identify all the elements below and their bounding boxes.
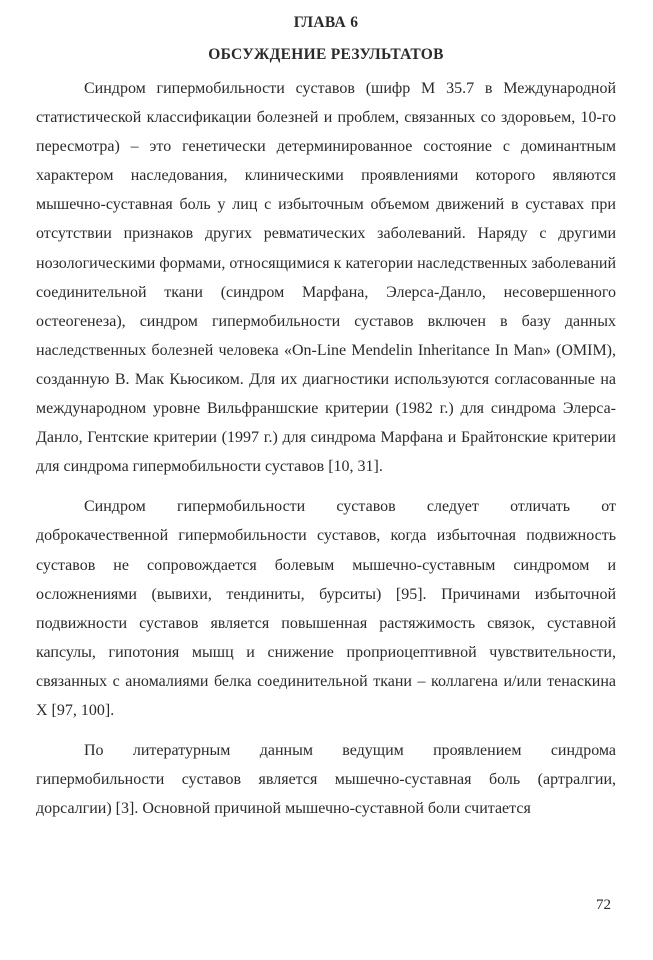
page-number: 72 — [596, 897, 611, 913]
chapter-title: ОБСУЖДЕНИЕ РЕЗУЛЬТАТОВ — [208, 46, 444, 63]
paragraph-2: Синдром гипермобильности суставов следует отличать от доброкачественной гипермобильности суставов, когда избыточная подвижность суставов не сопровождается болевым мышечно-суставным синдромом и осложнениями (вывихи, тендиниты, бурситы) [95]. Причинами избыточной подвижности суставов является повышенная растяжимость связок, суставной капсулы, гипотония мышц и снижение проприоцептивной чувствительности, связанных с аномалиями белка соединительной ткани – коллагена и/или тенаскина Х [97, 100]. — [36, 498, 616, 719]
paragraph-3: По литературным данным ведущим проявлением синдрома гипермобильности суставов является мышечно-суставная боль (артралгии, дорсалгии) [3]. Основной причиной мышечно-суставной боли считается — [36, 742, 616, 818]
document-page — [36, 8, 616, 823]
chapter-number: ГЛАВА 6 — [293, 14, 359, 31]
paragraph-1: Синдром гипермобильности суставов (шифр М 35.7 в Международной статистической классификации болезней и проблем, связанных со здоровьем, 10-го пересмотра) – это генетически детерминированное состояние с доминантным характером наследования, клиническими проявлениями которого являются мышечно-суставная боль у лиц с избыточным объемом движений в суставах при отсутствии признаков других ревматических заболеваний. Наряду с другими нозологическими формами, относящимися к категории наследственных заболеваний соединительной ткани (синдром Марфана, Элерса-Данло, несовершенного остеогенеза), синдром гипермобильности суставов включен в базу данных наследственных болезней человека «On-Line Mendelin Inheritance In Man» (OMIM), созданную В. Мак Кьюсиком. Для их диагностики используются согласованные на международном уровне Вильфраншские критерии (1982 г.) для синдрома Элерса-Данло, Гентские критерии (1997 г.) для синдрома Марфана и Брайтонские критерии для синдрома гипермобильности суставов [10, 31]. — [36, 80, 616, 476]
